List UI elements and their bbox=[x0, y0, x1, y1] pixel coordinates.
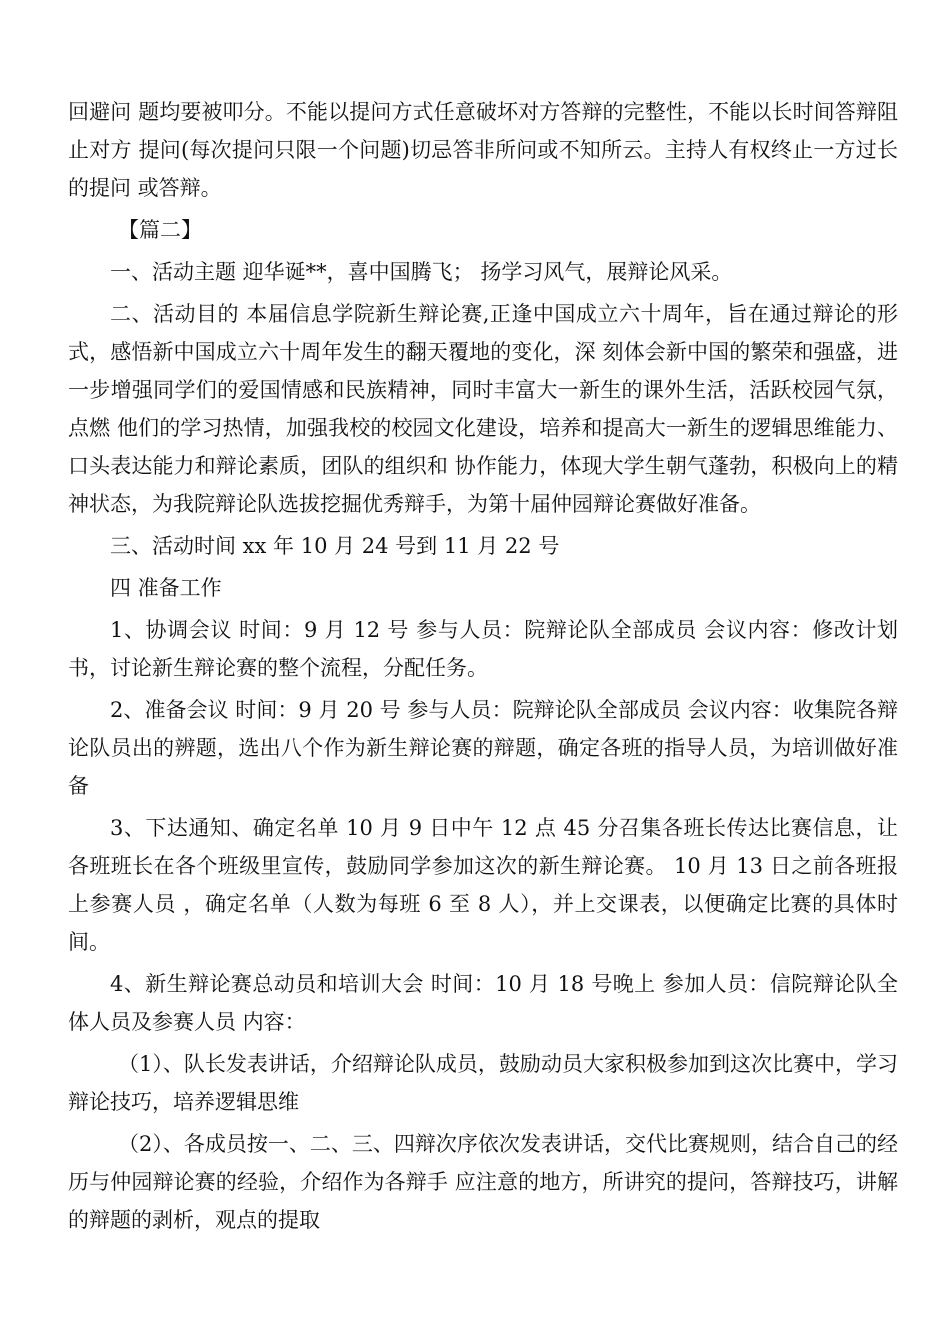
paragraph-item-4: 4、新生辩论赛总动员和培训大会 时间：10 月 18 号晚上 参加人员：信院辩论队全体人员及参赛人员 内容： bbox=[68, 972, 898, 1034]
paragraph-item-2: 2、准备会议 时间：9 月 20 号 参与人员：院辩论队全部成员 会议内容：收集院各辩论队员出的辨题，选出八个作为新生辩论赛的辩题，确定各班的指导人员，为培训做好准备 bbox=[68, 698, 898, 798]
paragraph-continuation: 回避问 题均要被叩分。不能以提问方式任意破坏对方答辩的完整性，不能以长时间答辩阻止对方 提问(每次提问只限一个问题)切忌答非所问或不知所云。主持人有权终止一方过长的提问 或答辩。 bbox=[68, 100, 898, 200]
paragraph-activity-purpose: 二、活动目的 本届信息学院新生辩论赛,正逢中国成立六十周年，旨在通过辩论的形式，感悟新中国成立六十周年发生的翻天覆地的变化，深 刻体会新中国的繁荣和强盛，进一步增强同学们的爱国情感和民族精神，同时丰富大一新生的课外生活，活跃校园气氛，点燃 他们的学习热情，加强我校的校园文化建设，培养和提高大一新生的逻辑思维能力、口头表达能力和辩论素质，团队的组织和 协作能力，体现大学生朝气蓬勃，积极向上的精神状态，为我院辩论队选拔挖掘优秀辩手，为第十届仲园辩论赛做好准备。 bbox=[68, 302, 898, 516]
paragraph-subitem-1: （1）、队长发表讲话，介绍辩论队成员，鼓励动员大家积极参加到这次比赛中，学习辩论技巧，培养逻辑思维 bbox=[68, 1052, 898, 1114]
paragraph-subitem-2: （2）、各成员按一、二、三、四辩次序依次发表讲话，交代比赛规则，结合自己的经历与仲园辩论赛的经验，介绍作为各辩手 应注意的地方，所讲究的提问，答辩技巧，讲解的辩题的剥析，观点的提取 bbox=[68, 1132, 898, 1232]
paragraph-preparation-heading: 四 准备工作 bbox=[110, 576, 222, 600]
paragraph-item-3: 3、下达通知、确定名单 10 月 9 日中午 12 点 45 分召集各班长传达比赛信息，让各班班长在各个班级里宣传，鼓励同学参加这次的新生辩论赛。 10 月 13 日之前各班报上参赛人员 ，确定名单（人数为每班 6 至 8 人），并上交课表，以便确定比赛的具体时间。 bbox=[68, 816, 898, 954]
document-page bbox=[68, 93, 898, 1243]
paragraph-activity-time: 三、活动时间 xx 年 10 月 24 号到 11 月 22 号 bbox=[110, 534, 560, 558]
paragraph-activity-theme: 一、活动主题 迎华诞**，喜中国腾飞； 扬学习风气，展辩论风采。 bbox=[110, 260, 733, 284]
section-heading: 【篇二】 bbox=[118, 218, 202, 242]
paragraph-item-1: 1、协调会议 时间：9 月 12 号 参与人员：院辩论队全部成员 会议内容：修改计划书，讨论新生辩论赛的整个流程，分配任务。 bbox=[68, 618, 898, 680]
